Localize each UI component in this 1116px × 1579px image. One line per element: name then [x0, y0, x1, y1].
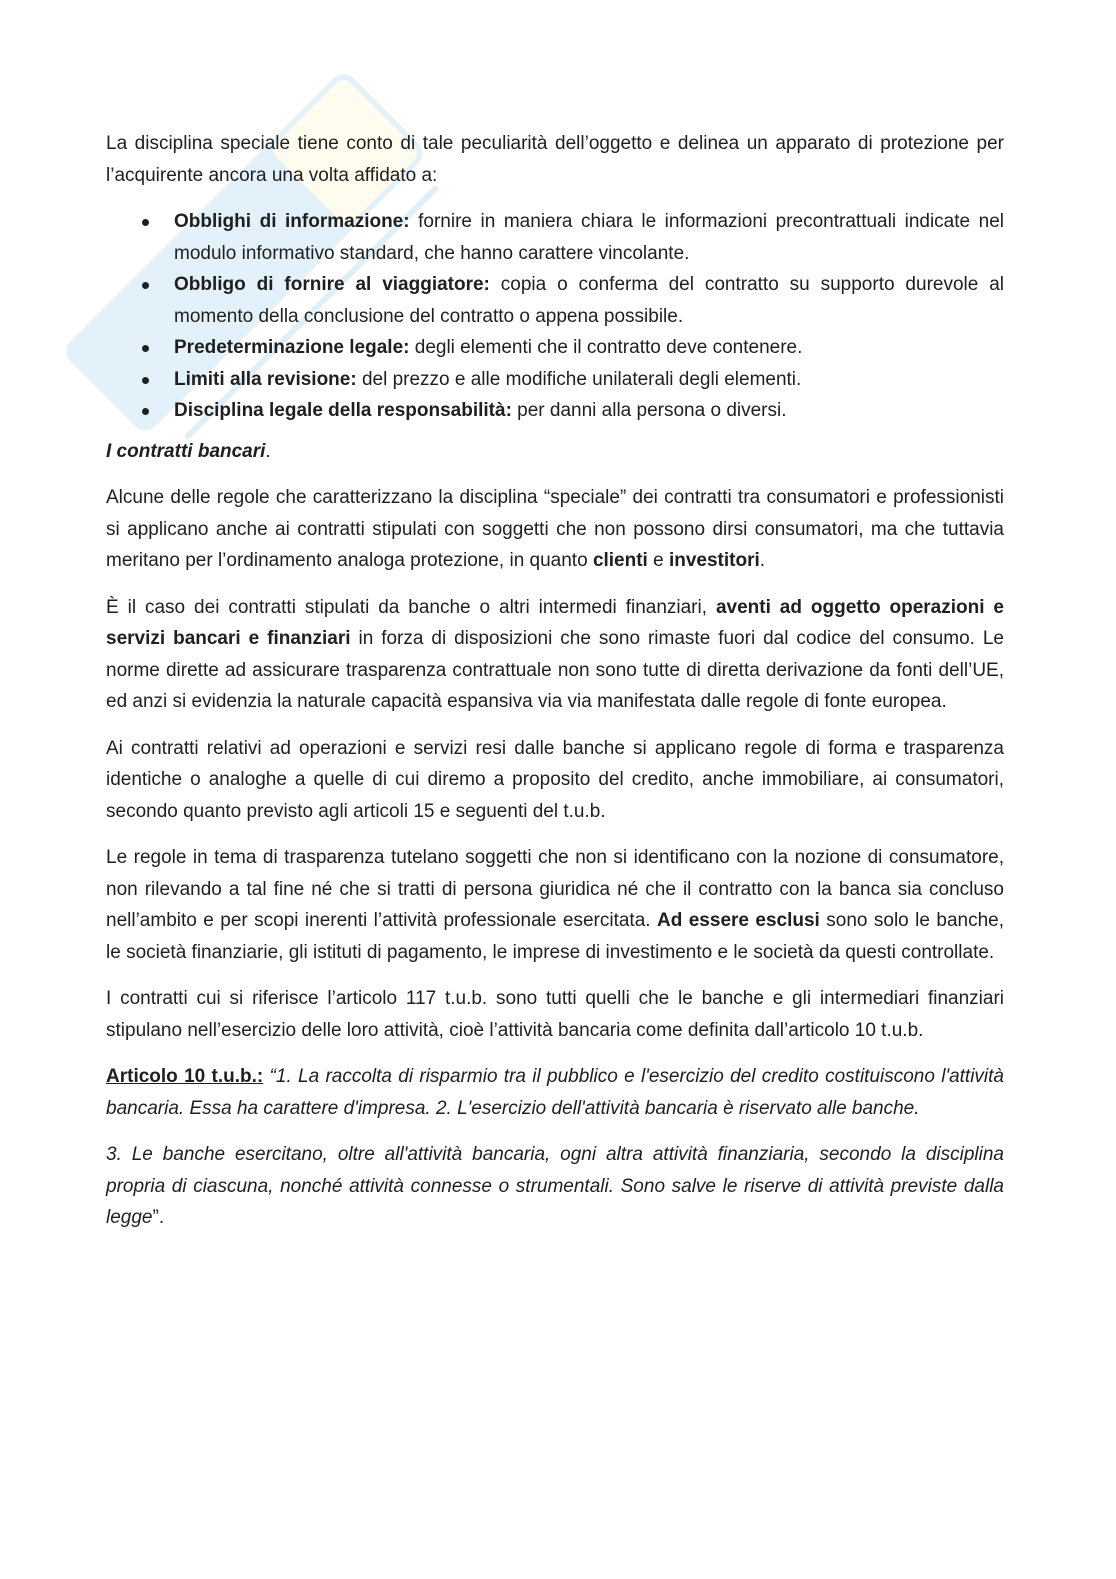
- list-item-term: Obblighi di informazione:: [174, 211, 410, 232]
- list-item-desc: degli elementi che il contratto deve contenere.: [409, 337, 803, 358]
- paragraph-article-117: I contratti cui si riferisce l’articolo 117 t.u.b. sono tutti quelli che le banche e gli intermediari finanziari stipulano nell’esercizio delle loro attività, cioè l’attività bancaria come definita dall’articolo 10 t.u.b.: [106, 988, 1004, 1041]
- list-item-term: Limiti alla revisione:: [174, 368, 357, 390]
- paragraph-excluded: Le regole in tema di trasparenza tutelano soggetti che non si identificano con la nozione di consumatore, non rilevando a tal fine né che si tratti di persona giuridica né che il contratto con la banca sia concluso nell’ambito e per scopi inerenti l’attività professionale esercitata. Ad essere esclusi sono solo le banche, le società finanziarie, gli istituti di pagamento, le imprese di investimento e le società da questi controllate.: [106, 847, 1004, 963]
- paragraph-article-10: Articolo 10 t.u.b.: “1. La raccolta di risparmio tra il pubblico e l'esercizio del credito costituiscono l'attività bancaria. Essa ha carattere d'impresa. 2. L'esercizio dell'attività bancaria è riservato alle banche.: [106, 1066, 1004, 1119]
- paragraph-transparency: Ai contratti relativi ad operazioni e servizi resi dalle banche si applicano regole di forma e trasparenza identiche o analoghe a quelle di cui diremo a proposito del credito, anche immobiliare, ai consumatori, secondo quanto previsto agli articoli 15 e seguenti del t.u.b.: [106, 737, 1004, 822]
- list-item-desc: del prezzo e alle modifiche unilaterali degli elementi.: [356, 368, 802, 390]
- list-item-desc: per danni alla persona o diversi.: [511, 400, 787, 421]
- article-reference: Articolo 10 t.u.b.:: [106, 1066, 264, 1087]
- list-item: [106, 269, 1004, 332]
- bullet-icon: [142, 345, 149, 352]
- obligations-list: [106, 206, 1004, 427]
- paragraph-article-10-cont: 3. Le banche esercitano, oltre all'attività bancaria, ogni altra attività finanziaria, secondo la disciplina propria di ciascuna, nonché attività connesse o strumentali. Sono salve le riserve di attività previste dalla legge”.: [106, 1144, 1004, 1228]
- intro-paragraph: La disciplina speciale tiene conto di tale peculiarità dell’oggetto e delinea un apparato di protezione per l’acquirente ancora una volta affidato a:: [106, 133, 1004, 186]
- document-page: [106, 128, 1004, 1249]
- list-item-desc: copia o conferma del contratto su supporto durevole al momento della conclusione del contratto o appena possibile.: [174, 274, 1004, 327]
- article-quote: 3. Le banche esercitano, oltre all'attività bancaria, ogni altra attività finanziaria, secondo la disciplina propria di ciascuna, nonché attività connesse o strumentali. Sono salve le riserve di attività previste dalla legge: [106, 1144, 1004, 1228]
- list-item: [106, 395, 1004, 427]
- bullet-icon: [142, 377, 149, 384]
- list-item: [106, 332, 1004, 364]
- list-item-term: Disciplina legale della responsabilità:: [174, 400, 512, 421]
- list-item-term: Predeterminazione legale:: [174, 337, 410, 358]
- section-heading: I contratti bancari.: [106, 440, 271, 462]
- bullet-icon: [142, 282, 149, 289]
- list-item-desc: fornire in maniera chiara le informazioni precontrattuali indicate nel modulo informativo standard, che hanno carattere vincolante.: [174, 211, 1004, 264]
- bullet-icon: [142, 408, 149, 415]
- paragraph-banks: È il caso dei contratti stipulati da banche o altri intermedi finanziari, aventi ad oggetto operazioni e servizi bancari e finanziari in forza di disposizioni che sono rimaste fuori dal codice del consumo. Le norme dirette ad assicurare trasparenza contrattuale non sono tutte di diretta derivazione da fonti dell’UE, ed anzi si evidenzia la naturale capacità espansiva via via manifestata dalle regole di fonte europea.: [106, 596, 1004, 712]
- list-item: [106, 206, 1004, 269]
- bullet-icon: [142, 219, 149, 226]
- paragraph-consumers: Alcune delle regole che caratterizzano la disciplina “speciale” dei contratti tra consumatori e professionisti si applicano anche ai contratti stipulati con soggetti che non possono dirsi consumatori, ma che tuttavia meritano per l’ordinamento analoga protezione, in quanto clienti e investitori.: [106, 487, 1004, 571]
- article-quote: 1. La raccolta di risparmio tra il pubblico e l'esercizio del credito costituiscono l'attività bancaria. Essa ha carattere d'impresa. 2. L'esercizio dell'attività bancaria è riservato alle banche.: [106, 1066, 1004, 1119]
- list-item: [106, 364, 1004, 396]
- list-item-term: Obbligo di fornire al viaggiatore:: [174, 274, 490, 295]
